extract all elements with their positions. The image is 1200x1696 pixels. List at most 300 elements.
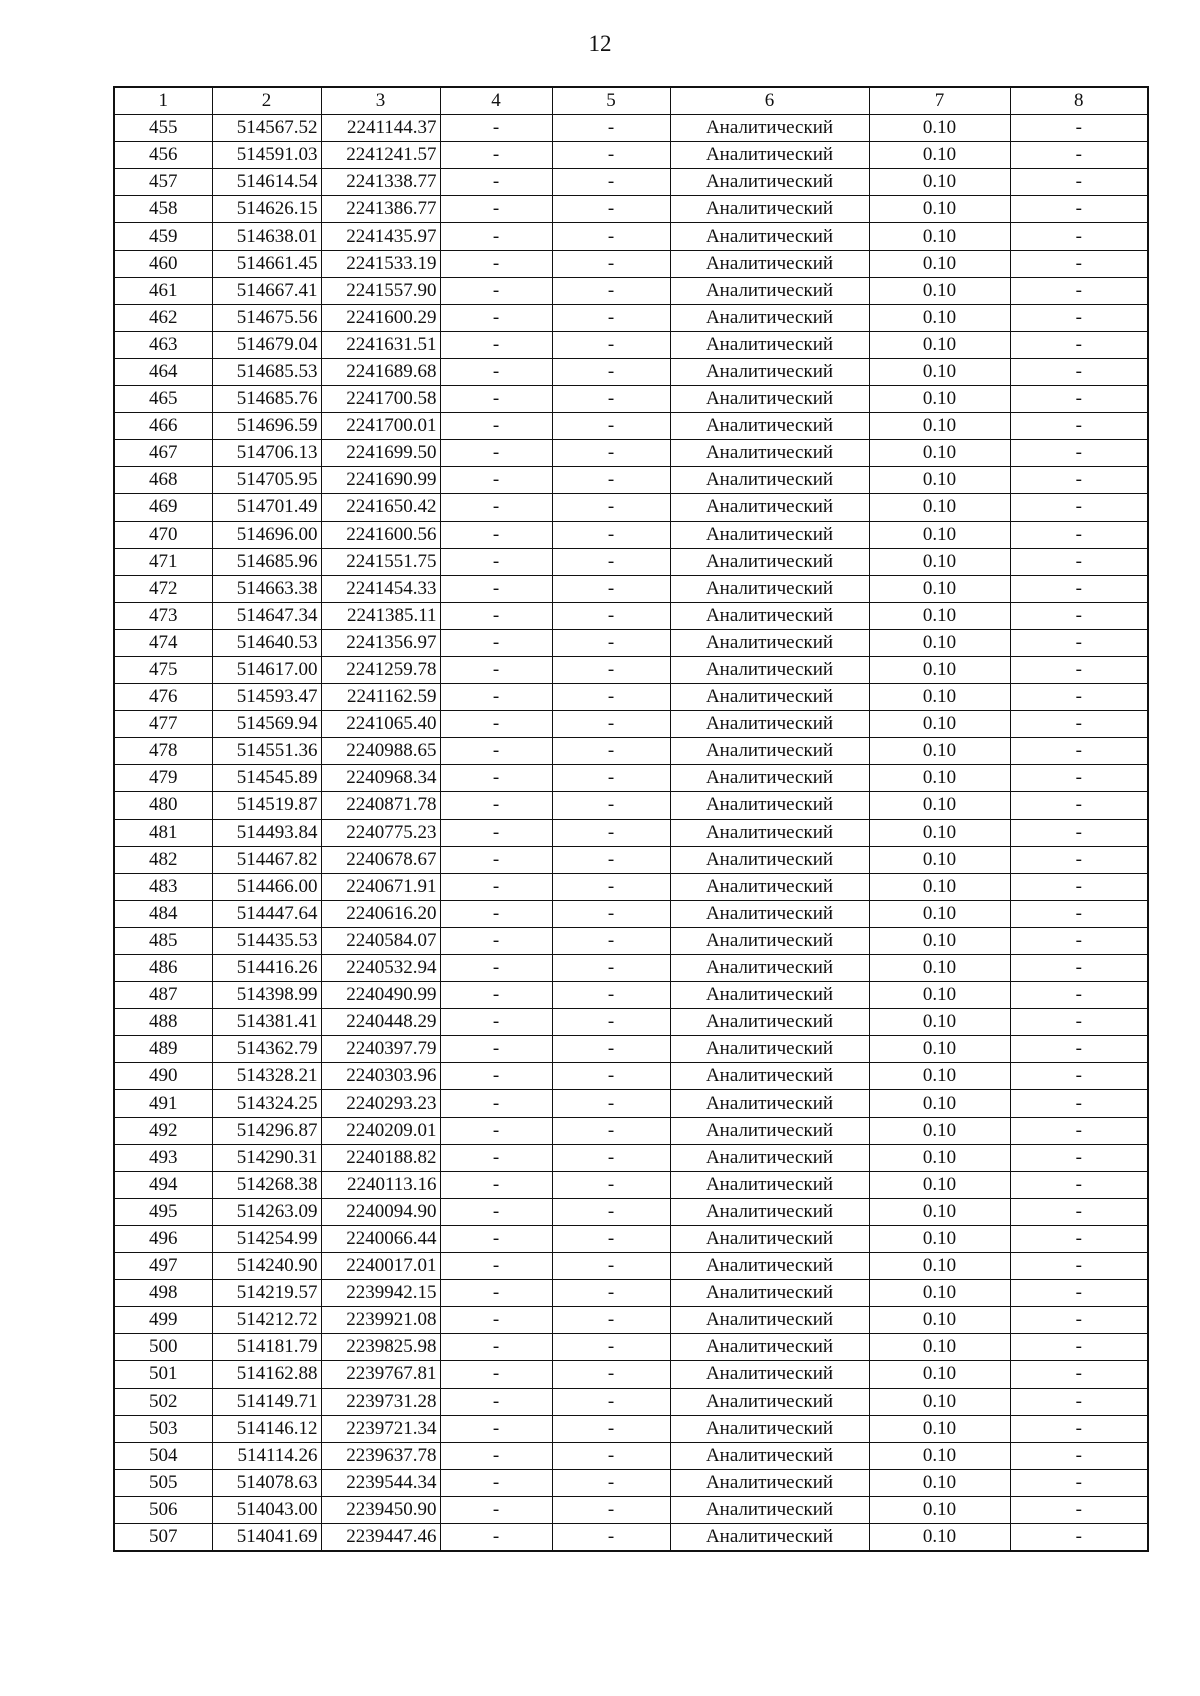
cell-col-4: - <box>440 1198 552 1225</box>
cell-col-5: - <box>552 1469 670 1496</box>
cell-col-8: - <box>1010 169 1148 196</box>
cell-coord-y: 2240988.65 <box>321 738 440 765</box>
cell-col-5: - <box>552 196 670 223</box>
cell-col-5: - <box>552 955 670 982</box>
cell-point-number: 475 <box>114 656 212 683</box>
cell-accuracy: 0.10 <box>869 1334 1010 1361</box>
cell-method: Аналитический <box>670 1036 869 1063</box>
cell-method: Аналитический <box>670 629 869 656</box>
cell-col-5: - <box>552 738 670 765</box>
cell-point-number: 474 <box>114 629 212 656</box>
cell-point-number: 471 <box>114 548 212 575</box>
cell-col-8: - <box>1010 548 1148 575</box>
table-row <box>114 250 1148 277</box>
table-row <box>114 331 1148 358</box>
cell-accuracy: 0.10 <box>869 1171 1010 1198</box>
table-row <box>114 115 1148 142</box>
cell-col-5: - <box>552 169 670 196</box>
cell-accuracy: 0.10 <box>869 982 1010 1009</box>
cell-coord-x: 514435.53 <box>212 927 321 954</box>
table-row <box>114 1144 1148 1171</box>
table-row <box>114 1036 1148 1063</box>
cell-method: Аналитический <box>670 358 869 385</box>
cell-col-8: - <box>1010 955 1148 982</box>
cell-col-5: - <box>552 1361 670 1388</box>
page-number: 12 <box>588 31 612 56</box>
cell-point-number: 468 <box>114 467 212 494</box>
cell-col-5: - <box>552 1090 670 1117</box>
cell-coord-x: 514324.25 <box>212 1090 321 1117</box>
cell-col-8: - <box>1010 1523 1148 1551</box>
cell-col-4: - <box>440 900 552 927</box>
cell-coord-x: 514617.00 <box>212 656 321 683</box>
cell-col-5: - <box>552 1063 670 1090</box>
cell-accuracy: 0.10 <box>869 223 1010 250</box>
cell-col-5: - <box>552 900 670 927</box>
cell-coord-y: 2240113.16 <box>321 1171 440 1198</box>
cell-point-number: 458 <box>114 196 212 223</box>
table-row <box>114 1171 1148 1198</box>
cell-method: Аналитический <box>670 738 869 765</box>
table-row <box>114 819 1148 846</box>
cell-coord-x: 514679.04 <box>212 331 321 358</box>
table-row <box>114 413 1148 440</box>
cell-method: Аналитический <box>670 1144 869 1171</box>
cell-coord-x: 514043.00 <box>212 1496 321 1523</box>
cell-coord-x: 514545.89 <box>212 765 321 792</box>
cell-method: Аналитический <box>670 927 869 954</box>
cell-coord-y: 2239544.34 <box>321 1469 440 1496</box>
table-row <box>114 548 1148 575</box>
cell-col-8: - <box>1010 1469 1148 1496</box>
cell-coord-y: 2239637.78 <box>321 1442 440 1469</box>
cell-col-5: - <box>552 115 670 142</box>
cell-col-4: - <box>440 1117 552 1144</box>
table-row <box>114 358 1148 385</box>
cell-coord-x: 514685.53 <box>212 358 321 385</box>
cell-col-5: - <box>552 413 670 440</box>
cell-accuracy: 0.10 <box>869 738 1010 765</box>
cell-accuracy: 0.10 <box>869 819 1010 846</box>
cell-point-number: 503 <box>114 1415 212 1442</box>
cell-point-number: 492 <box>114 1117 212 1144</box>
cell-coord-x: 514640.53 <box>212 629 321 656</box>
cell-accuracy: 0.10 <box>869 900 1010 927</box>
cell-col-4: - <box>440 927 552 954</box>
cell-col-4: - <box>440 1334 552 1361</box>
table-row <box>114 602 1148 629</box>
cell-method: Аналитический <box>670 955 869 982</box>
cell-col-5: - <box>552 1144 670 1171</box>
cell-col-5: - <box>552 1415 670 1442</box>
cell-col-4: - <box>440 846 552 873</box>
cell-coord-x: 514614.54 <box>212 169 321 196</box>
table-row <box>114 1496 1148 1523</box>
table-row <box>114 1198 1148 1225</box>
cell-coord-y: 2241435.97 <box>321 223 440 250</box>
cell-point-number: 477 <box>114 711 212 738</box>
cell-col-8: - <box>1010 494 1148 521</box>
column-header-5: 5 <box>552 87 670 115</box>
cell-col-4: - <box>440 169 552 196</box>
cell-coord-y: 2239767.81 <box>321 1361 440 1388</box>
table-row <box>114 656 1148 683</box>
cell-coord-y: 2241690.99 <box>321 467 440 494</box>
cell-accuracy: 0.10 <box>869 1469 1010 1496</box>
cell-method: Аналитический <box>670 819 869 846</box>
cell-coord-x: 514661.45 <box>212 250 321 277</box>
table-row <box>114 1253 1148 1280</box>
cell-point-number: 506 <box>114 1496 212 1523</box>
cell-col-8: - <box>1010 1225 1148 1252</box>
cell-method: Аналитический <box>670 494 869 521</box>
cell-col-4: - <box>440 521 552 548</box>
cell-col-8: - <box>1010 277 1148 304</box>
cell-coord-x: 514362.79 <box>212 1036 321 1063</box>
cell-col-8: - <box>1010 765 1148 792</box>
cell-method: Аналитический <box>670 304 869 331</box>
cell-col-4: - <box>440 738 552 765</box>
cell-coord-x: 514591.03 <box>212 142 321 169</box>
cell-method: Аналитический <box>670 1225 869 1252</box>
table-row <box>114 873 1148 900</box>
cell-coord-y: 2241600.56 <box>321 521 440 548</box>
cell-col-4: - <box>440 1523 552 1551</box>
cell-col-5: - <box>552 467 670 494</box>
cell-accuracy: 0.10 <box>869 792 1010 819</box>
cell-col-4: - <box>440 1036 552 1063</box>
cell-col-8: - <box>1010 684 1148 711</box>
cell-method: Аналитический <box>670 1253 869 1280</box>
cell-accuracy: 0.10 <box>869 467 1010 494</box>
cell-col-8: - <box>1010 1307 1148 1334</box>
cell-coord-x: 514162.88 <box>212 1361 321 1388</box>
cell-col-4: - <box>440 1415 552 1442</box>
cell-col-8: - <box>1010 1415 1148 1442</box>
cell-col-5: - <box>552 1198 670 1225</box>
cell-col-5: - <box>552 873 670 900</box>
cell-col-4: - <box>440 711 552 738</box>
cell-col-8: - <box>1010 250 1148 277</box>
cell-coord-x: 514263.09 <box>212 1198 321 1225</box>
cell-coord-x: 514667.41 <box>212 277 321 304</box>
cell-point-number: 470 <box>114 521 212 548</box>
table-row <box>114 1523 1148 1551</box>
cell-coord-y: 2239721.34 <box>321 1415 440 1442</box>
cell-col-4: - <box>440 196 552 223</box>
cell-coord-x: 514705.95 <box>212 467 321 494</box>
cell-accuracy: 0.10 <box>869 1090 1010 1117</box>
cell-col-4: - <box>440 1063 552 1090</box>
table-header-row <box>114 87 1148 115</box>
cell-accuracy: 0.10 <box>869 1496 1010 1523</box>
cell-coord-x: 514212.72 <box>212 1307 321 1334</box>
cell-coord-x: 514647.34 <box>212 602 321 629</box>
cell-point-number: 462 <box>114 304 212 331</box>
cell-method: Аналитический <box>670 196 869 223</box>
cell-coord-x: 514254.99 <box>212 1225 321 1252</box>
cell-coord-y: 2240490.99 <box>321 982 440 1009</box>
cell-col-5: - <box>552 629 670 656</box>
cell-point-number: 507 <box>114 1523 212 1551</box>
cell-point-number: 500 <box>114 1334 212 1361</box>
cell-coord-y: 2240293.23 <box>321 1090 440 1117</box>
cell-coord-y: 2241700.01 <box>321 413 440 440</box>
cell-method: Аналитический <box>670 169 869 196</box>
cell-col-4: - <box>440 304 552 331</box>
cell-coord-y: 2239825.98 <box>321 1334 440 1361</box>
column-header-1: 1 <box>114 87 212 115</box>
cell-col-5: - <box>552 142 670 169</box>
cell-col-5: - <box>552 386 670 413</box>
cell-col-5: - <box>552 927 670 954</box>
cell-accuracy: 0.10 <box>869 656 1010 683</box>
table-row <box>114 142 1148 169</box>
cell-coord-y: 2240616.20 <box>321 900 440 927</box>
cell-method: Аналитический <box>670 467 869 494</box>
cell-coord-x: 514078.63 <box>212 1469 321 1496</box>
cell-col-5: - <box>552 1171 670 1198</box>
cell-coord-x: 514567.52 <box>212 115 321 142</box>
cell-accuracy: 0.10 <box>869 1225 1010 1252</box>
cell-col-5: - <box>552 1280 670 1307</box>
cell-col-8: - <box>1010 386 1148 413</box>
cell-coord-x: 514685.76 <box>212 386 321 413</box>
cell-coord-y: 2241356.97 <box>321 629 440 656</box>
cell-method: Аналитический <box>670 440 869 467</box>
table-row <box>114 1225 1148 1252</box>
cell-accuracy: 0.10 <box>869 1361 1010 1388</box>
cell-coord-y: 2239447.46 <box>321 1523 440 1551</box>
cell-accuracy: 0.10 <box>869 1253 1010 1280</box>
cell-method: Аналитический <box>670 765 869 792</box>
cell-coord-y: 2240448.29 <box>321 1009 440 1036</box>
cell-coord-y: 2241454.33 <box>321 575 440 602</box>
table-row <box>114 1361 1148 1388</box>
cell-point-number: 498 <box>114 1280 212 1307</box>
cell-col-8: - <box>1010 792 1148 819</box>
cell-col-5: - <box>552 1225 670 1252</box>
cell-coord-y: 2241689.68 <box>321 358 440 385</box>
cell-coord-y: 2239921.08 <box>321 1307 440 1334</box>
cell-accuracy: 0.10 <box>869 250 1010 277</box>
cell-accuracy: 0.10 <box>869 1523 1010 1551</box>
cell-col-4: - <box>440 223 552 250</box>
cell-coord-x: 514240.90 <box>212 1253 321 1280</box>
cell-col-5: - <box>552 1388 670 1415</box>
cell-point-number: 493 <box>114 1144 212 1171</box>
column-header-4: 4 <box>440 87 552 115</box>
cell-method: Аналитический <box>670 223 869 250</box>
cell-coord-y: 2240678.67 <box>321 846 440 873</box>
coordinates-table <box>113 86 1149 1552</box>
cell-method: Аналитический <box>670 1361 869 1388</box>
cell-point-number: 466 <box>114 413 212 440</box>
table-row <box>114 1063 1148 1090</box>
table-row <box>114 386 1148 413</box>
cell-accuracy: 0.10 <box>869 846 1010 873</box>
cell-col-8: - <box>1010 1171 1148 1198</box>
cell-col-5: - <box>552 277 670 304</box>
cell-col-4: - <box>440 1009 552 1036</box>
cell-col-4: - <box>440 277 552 304</box>
cell-col-5: - <box>552 1009 670 1036</box>
cell-col-5: - <box>552 1036 670 1063</box>
cell-method: Аналитический <box>670 1469 869 1496</box>
cell-method: Аналитический <box>670 602 869 629</box>
cell-coord-y: 2239942.15 <box>321 1280 440 1307</box>
cell-accuracy: 0.10 <box>869 873 1010 900</box>
cell-coord-y: 2240017.01 <box>321 1253 440 1280</box>
cell-col-8: - <box>1010 1253 1148 1280</box>
cell-col-5: - <box>552 792 670 819</box>
cell-col-8: - <box>1010 440 1148 467</box>
cell-point-number: 484 <box>114 900 212 927</box>
cell-col-8: - <box>1010 846 1148 873</box>
cell-coord-x: 514638.01 <box>212 223 321 250</box>
cell-point-number: 482 <box>114 846 212 873</box>
cell-coord-x: 514416.26 <box>212 955 321 982</box>
table-row <box>114 521 1148 548</box>
cell-method: Аналитический <box>670 1523 869 1551</box>
cell-method: Аналитический <box>670 1117 869 1144</box>
cell-col-4: - <box>440 467 552 494</box>
cell-col-4: - <box>440 1253 552 1280</box>
cell-method: Аналитический <box>670 900 869 927</box>
cell-coord-y: 2241533.19 <box>321 250 440 277</box>
cell-coord-y: 2241144.37 <box>321 115 440 142</box>
cell-col-5: - <box>552 223 670 250</box>
cell-col-4: - <box>440 1307 552 1334</box>
cell-accuracy: 0.10 <box>869 548 1010 575</box>
column-header-8: 8 <box>1010 87 1148 115</box>
table-row <box>114 494 1148 521</box>
cell-accuracy: 0.10 <box>869 413 1010 440</box>
cell-accuracy: 0.10 <box>869 304 1010 331</box>
table-row <box>114 1307 1148 1334</box>
cell-col-4: - <box>440 1144 552 1171</box>
cell-col-8: - <box>1010 1009 1148 1036</box>
cell-coord-x: 514381.41 <box>212 1009 321 1036</box>
cell-col-8: - <box>1010 413 1148 440</box>
cell-point-number: 490 <box>114 1063 212 1090</box>
column-header-6: 6 <box>670 87 869 115</box>
cell-col-5: - <box>552 819 670 846</box>
table-row <box>114 846 1148 873</box>
cell-point-number: 481 <box>114 819 212 846</box>
cell-col-8: - <box>1010 711 1148 738</box>
cell-method: Аналитический <box>670 1090 869 1117</box>
cell-coord-x: 514466.00 <box>212 873 321 900</box>
cell-coord-x: 514114.26 <box>212 1442 321 1469</box>
cell-col-4: - <box>440 873 552 900</box>
cell-point-number: 478 <box>114 738 212 765</box>
table-row <box>114 738 1148 765</box>
cell-coord-x: 514146.12 <box>212 1415 321 1442</box>
cell-method: Аналитический <box>670 115 869 142</box>
cell-col-8: - <box>1010 656 1148 683</box>
table-row <box>114 1334 1148 1361</box>
cell-coord-x: 514268.38 <box>212 1171 321 1198</box>
cell-method: Аналитический <box>670 846 869 873</box>
column-header-3: 3 <box>321 87 440 115</box>
table-row <box>114 1090 1148 1117</box>
cell-point-number: 502 <box>114 1388 212 1415</box>
cell-accuracy: 0.10 <box>869 169 1010 196</box>
cell-method: Аналитический <box>670 982 869 1009</box>
cell-coord-y: 2241385.11 <box>321 602 440 629</box>
cell-col-4: - <box>440 331 552 358</box>
cell-col-5: - <box>552 765 670 792</box>
cell-accuracy: 0.10 <box>869 1307 1010 1334</box>
cell-coord-y: 2239731.28 <box>321 1388 440 1415</box>
cell-point-number: 486 <box>114 955 212 982</box>
cell-col-4: - <box>440 1496 552 1523</box>
table-row <box>114 304 1148 331</box>
cell-point-number: 461 <box>114 277 212 304</box>
table-row <box>114 1009 1148 1036</box>
cell-col-4: - <box>440 575 552 602</box>
table-row <box>114 277 1148 304</box>
cell-accuracy: 0.10 <box>869 1415 1010 1442</box>
cell-accuracy: 0.10 <box>869 927 1010 954</box>
cell-col-4: - <box>440 684 552 711</box>
cell-coord-x: 514675.56 <box>212 304 321 331</box>
column-header-2: 2 <box>212 87 321 115</box>
cell-coord-y: 2240532.94 <box>321 955 440 982</box>
cell-col-5: - <box>552 1307 670 1334</box>
cell-accuracy: 0.10 <box>869 765 1010 792</box>
table-body <box>114 115 1148 1551</box>
cell-coord-y: 2240094.90 <box>321 1198 440 1225</box>
cell-col-5: - <box>552 494 670 521</box>
cell-point-number: 456 <box>114 142 212 169</box>
cell-point-number: 464 <box>114 358 212 385</box>
cell-method: Аналитический <box>670 711 869 738</box>
cell-method: Аналитический <box>670 575 869 602</box>
cell-method: Аналитический <box>670 521 869 548</box>
cell-col-4: - <box>440 1388 552 1415</box>
cell-accuracy: 0.10 <box>869 1280 1010 1307</box>
cell-accuracy: 0.10 <box>869 711 1010 738</box>
cell-col-5: - <box>552 846 670 873</box>
cell-coord-x: 514701.49 <box>212 494 321 521</box>
table-row <box>114 1442 1148 1469</box>
cell-col-5: - <box>552 982 670 1009</box>
cell-point-number: 491 <box>114 1090 212 1117</box>
cell-col-5: - <box>552 358 670 385</box>
cell-coord-y: 2240188.82 <box>321 1144 440 1171</box>
cell-coord-x: 514685.96 <box>212 548 321 575</box>
cell-method: Аналитический <box>670 386 869 413</box>
cell-coord-y: 2240397.79 <box>321 1036 440 1063</box>
cell-col-8: - <box>1010 873 1148 900</box>
cell-accuracy: 0.10 <box>869 1036 1010 1063</box>
table-row <box>114 1415 1148 1442</box>
cell-col-8: - <box>1010 575 1148 602</box>
cell-col-8: - <box>1010 521 1148 548</box>
cell-accuracy: 0.10 <box>869 1009 1010 1036</box>
cell-coord-y: 2240871.78 <box>321 792 440 819</box>
cell-col-4: - <box>440 386 552 413</box>
cell-coord-y: 2240775.23 <box>321 819 440 846</box>
cell-col-5: - <box>552 1253 670 1280</box>
cell-method: Аналитический <box>670 792 869 819</box>
cell-point-number: 499 <box>114 1307 212 1334</box>
cell-coord-x: 514296.87 <box>212 1117 321 1144</box>
cell-method: Аналитический <box>670 656 869 683</box>
cell-accuracy: 0.10 <box>869 684 1010 711</box>
